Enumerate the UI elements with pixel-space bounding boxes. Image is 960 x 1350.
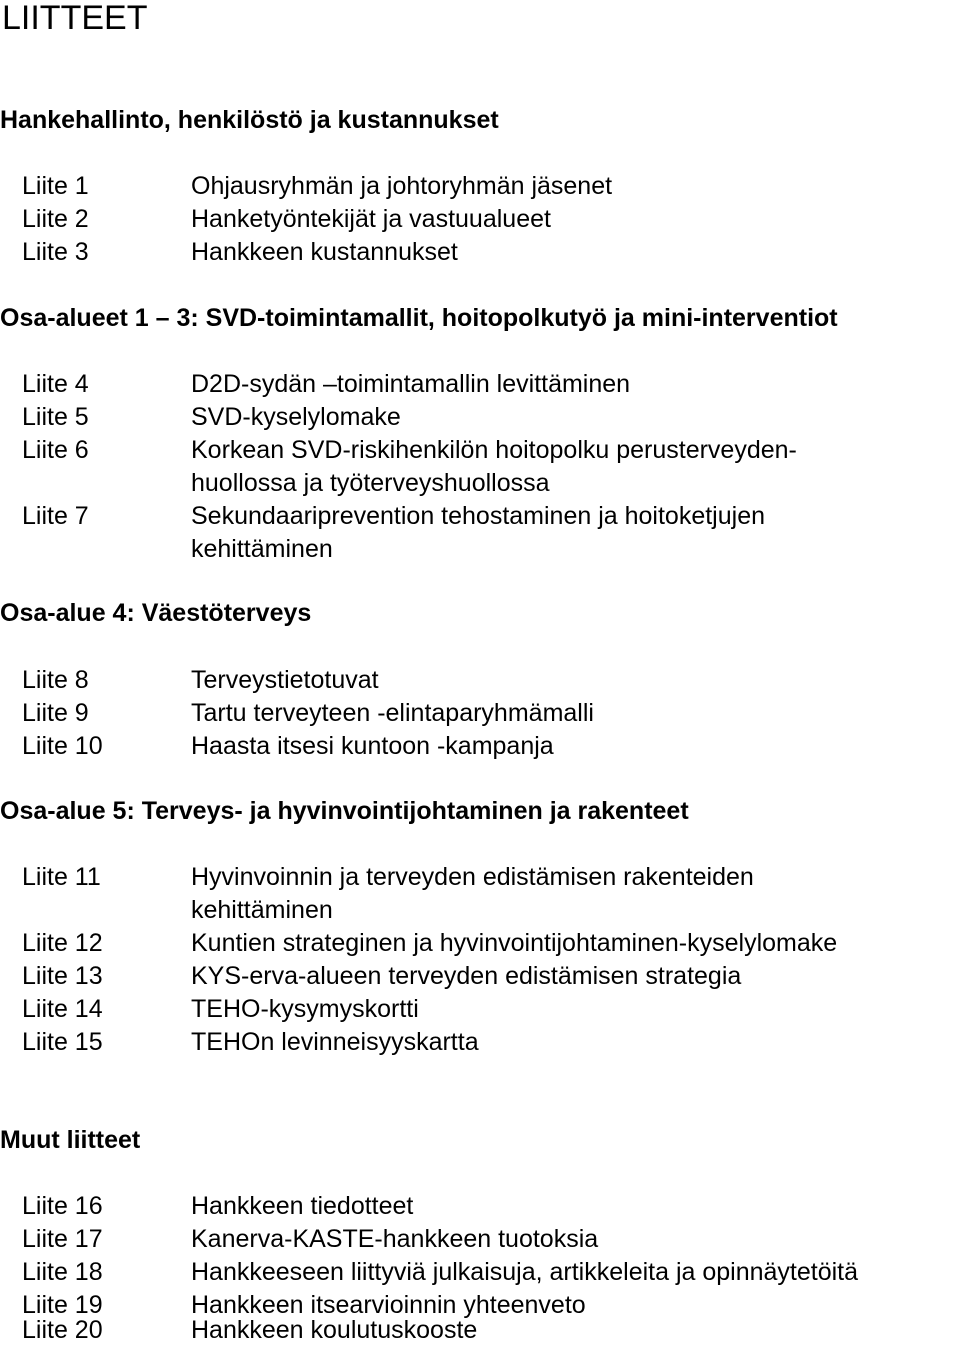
section-heading: Osa-alueet 1 – 3: SVD-toimintamallit, hoitopolkutyö ja mini-interventiot [0,304,838,332]
appendix-title [191,434,797,500]
appendix-title-line: Haasta itsesi kuntoon -kampanja [191,732,554,760]
appendix-title [191,730,554,763]
section-heading: Osa-alue 5: Terveys- ja hyvinvointijohtaminen ja rakenteet [0,797,689,825]
appendix-title-line: Hankkeen koulutuskooste [191,1316,478,1344]
appendix-title-line: TEHOn levinneisyyskartta [191,1028,479,1056]
section-heading: Osa-alue 4: Väestöterveys [0,599,312,627]
appendix-title [191,500,765,566]
appendix-title [191,861,754,927]
appendix-title-line: Hankkeen itsearvioinnin yhteenveto [191,1291,586,1319]
appendix-number: Liite 7 [22,502,89,530]
appendix-title-line: Terveystietotuvat [191,666,379,694]
appendix-number: Liite 14 [22,995,103,1023]
appendix-title [191,1314,477,1347]
appendix-number: Liite 13 [22,962,103,990]
appendix-title-line: Kuntien strateginen ja hyvinvointijohtaminen-kyselylomake [191,929,838,957]
appendix-title [191,993,419,1026]
appendix-number: Liite 10 [22,732,103,760]
appendix-title-line: Ohjausryhmän ja johtoryhmän jäsenet [191,172,613,200]
appendix-number: Liite 1 [22,172,89,200]
appendix-title-line: SVD-kyselylomake [191,403,401,431]
appendix-title [191,1190,413,1223]
appendix-title-line: kehittäminen [191,896,333,924]
appendix-title [191,1223,598,1256]
appendix-title-line: Korkean SVD-riskihenkilön hoitopolku perusterveyden- [191,436,797,464]
section-heading: Muut liitteet [0,1126,141,1154]
appendix-title-line: kehittäminen [191,535,333,563]
appendix-number: Liite 2 [22,205,89,233]
appendix-number: Liite 19 [22,1291,103,1319]
appendix-title [191,203,551,236]
appendix-title [191,927,837,960]
appendix-number: Liite 18 [22,1258,103,1286]
appendix-title-line: Kanerva-KASTE-hankkeen tuotoksia [191,1225,599,1253]
appendix-number: Liite 15 [22,1028,103,1056]
appendix-title-line: Hyvinvoinnin ja terveyden edistämisen rakenteiden [191,863,754,891]
appendix-title [191,236,458,269]
appendix-title-line: KYS-erva-alueen terveyden edistämisen strategia [191,962,742,990]
appendix-title-line: huollossa ja työterveyshuollossa [191,469,550,497]
page-title: LIITTEET [2,0,148,37]
appendix-title-line: TEHO-kysymyskortti [191,995,419,1023]
appendix-title-line: Hanketyöntekijät ja vastuualueet [191,205,551,233]
appendix-number: Liite 9 [22,699,89,727]
appendix-number: Liite 5 [22,403,89,431]
appendix-number: Liite 4 [22,370,89,398]
appendix-title-line: Tartu terveyteen -elintaparyhmämalli [191,699,594,727]
appendix-title [191,664,379,697]
appendix-number: Liite 11 [22,863,101,891]
appendix-number: Liite 20 [22,1316,103,1344]
appendix-number: Liite 17 [22,1225,103,1253]
appendix-number: Liite 12 [22,929,103,957]
appendix-title [191,697,594,730]
appendix-number: Liite 3 [22,238,89,266]
appendix-title [191,170,612,203]
appendix-title-line: D2D-sydän –toimintamallin levittäminen [191,370,631,398]
appendix-number: Liite 8 [22,666,89,694]
appendix-title-line: Hankkeeseen liittyviä julkaisuja, artikkeleita ja opinnäytetöitä [191,1258,859,1286]
appendix-number: Liite 16 [22,1192,103,1220]
appendix-title-line: Sekundaariprevention tehostaminen ja hoitoketjujen [191,502,765,530]
appendix-title [191,960,741,993]
appendix-title-line: Hankkeen kustannukset [191,238,458,266]
appendix-title [191,1026,479,1059]
appendix-title [191,401,401,434]
appendix-title [191,368,630,401]
appendix-number: Liite 6 [22,436,89,464]
appendix-title-line: Hankkeen tiedotteet [191,1192,414,1220]
section-heading: Hankehallinto, henkilöstö ja kustannukset [0,106,499,134]
appendix-title [191,1256,858,1289]
